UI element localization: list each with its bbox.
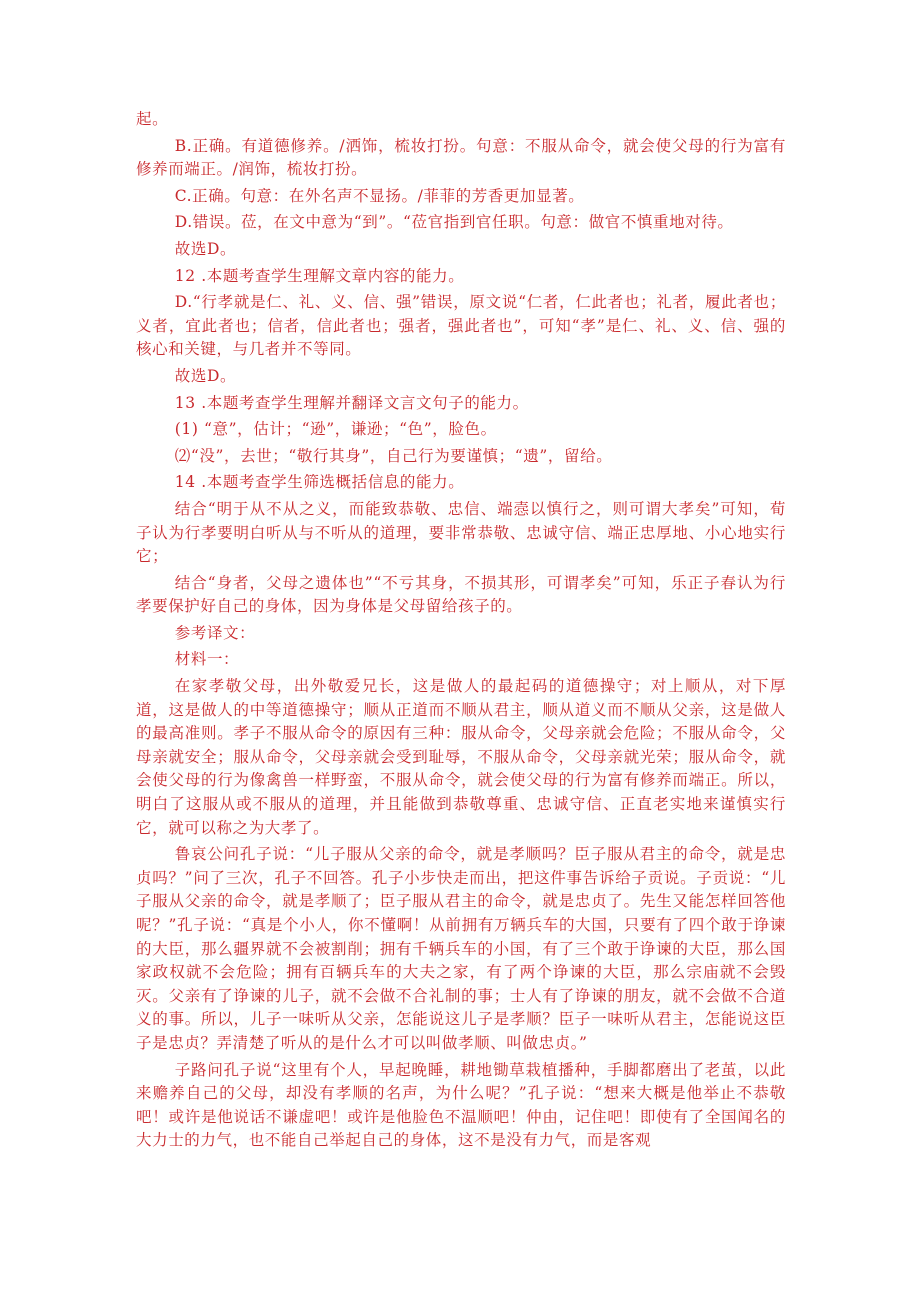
material-label: 材料一： — [174, 650, 240, 669]
paragraph: 起。 — [136, 110, 169, 128]
paragraph: C.正确。句意：在外名声不显扬。/菲菲的芳香更加显著。 — [174, 186, 585, 205]
paragraph: (1) “意”，估计；“逊”，谦逊；“色”，脸色。 — [174, 420, 497, 439]
paragraph: B.正确。有道德修养。/洒饰，梳妆打扮。句意：不服从命令，就会使父母的行为富有修养而端正。/润饰，梳妆打扮。 — [136, 136, 786, 179]
paragraph: 故选D。 — [174, 366, 237, 385]
paragraph: D.“行孝就是仁、礼、义、信、强”错误，原文说“仁者，仁此者也；礼者，履此者也；义者，宜此者也；信者，信此者也；强者，强此者也”，可知“孝”是仁、礼、义、信、强的核心和关键，与几者并不等同。 — [136, 293, 786, 359]
paragraph: 子路问孔子说“这里有个人，早起晚睡，耕地锄草栽植播种，手脚都磨出了老茧，以此来赡养自己的父母，却没有孝顺的名声，为什么呢？”孔子说：“想来大概是他举止不恭敬吧！或许是他说话不谦虚吧！或许是他脸色不温顺吧！仲由，记住吧！即使有了全国闻名的大力士的力气，也不能自己举起自己的身体，这不是没有力气，而是客观 — [136, 1060, 786, 1150]
paragraph: ⑵“没”，去世；“敬行其身”，自己行为要谨慎；“遗”，留给。 — [174, 446, 613, 465]
paragraph: 结合“身者，父母之遗体也”“不亏其身，不损其形，可谓孝矣”可知，乐正子春认为行孝要保护好自己的身体，因为身体是父母留给孩子的。 — [136, 573, 786, 616]
paragraph: D.错误。莅，在文中意为“到”。“莅官指到官任职。句意：做官不慎重地对待。 — [174, 213, 734, 232]
paragraph: 结合“明于从不从之义，而能致恭敬、忠信、端悫以慎行之，则可谓大孝矣”可知，荀子认为行孝要明白听从与不听从的道理，要非常恭敬、忠诚守信、端正忠厚地、小心地实行它； — [136, 499, 786, 566]
question-heading: 14 .本题考查学生筛选概括信息的能力。 — [174, 473, 465, 492]
answer-explanation-text — [136, 108, 786, 1156]
question-heading: 12 .本题考查学生理解文章内容的能力。 — [174, 266, 465, 285]
reference-translation-label: 参考译文： — [174, 623, 256, 642]
paragraph: 鲁哀公问孔子说：“儿子服从父亲的命令，就是孝顺吗？臣子服从君主的命令，就是忠贞吗？”问了三次，孔子不回答。孔子小步快走而出，把这件事告诉给子贡说。子贡说：“儿子服从父亲的命令，就是孝顺了；臣子服从君主的命令，就是忠贞了。先生又能怎样回答他呢？”孔子说：“真是个小人，你不懂啊！从前拥有万辆兵车的大国，只要有了四个敢于诤谏的大臣，那么疆界就不会被割削；拥有千辆兵车的小国，有了三个敢于诤谏的大臣，那么国家政权就不会危险；拥有百辆兵车的大夫之家，有了两个诤谏的大臣，那么宗庙就不会毁灭。父亲有了诤谏的儿子，就不会做不合礼制的事；士人有了诤谏的朋友，就不会做不合道义的事。所以，儿子一味听从父亲，怎能说这儿子是孝顺？臣子一味听从君主，怎能说这臣子是忠贞？弄清楚了听从的是什么才可以叫做孝顺、叫做忠贞。” — [136, 845, 786, 1052]
paragraph: 故选D。 — [174, 239, 237, 258]
question-heading: 13 .本题考查学生理解并翻译文言文句子的能力。 — [174, 393, 529, 412]
paragraph: 在家孝敬父母，出外敬爱兄长，这是做人的最起码的道德操守；对上顺从，对下厚道，这是做人的中等道德操守；顺从正道而不顺从君主，顺从道义而不顺从父亲，这是做人的最高准则。孝子不服从命令的原因有三种：服从命令，父母亲就会危险；不服从命令，父母亲就安全；服从命令，父母亲就会受到耻辱，不服从命令，父母亲就光荣；服从命令，就会使父母的行为像禽兽一样野蛮，不服从命令，就会使父母的行为富有修养而端正。所以，明白了这服从或不服从的道理，并且能做到恭敬尊重、忠诚守信、正直老实地来谨慎实行它，就可以称之为大孝了。 — [136, 677, 786, 837]
